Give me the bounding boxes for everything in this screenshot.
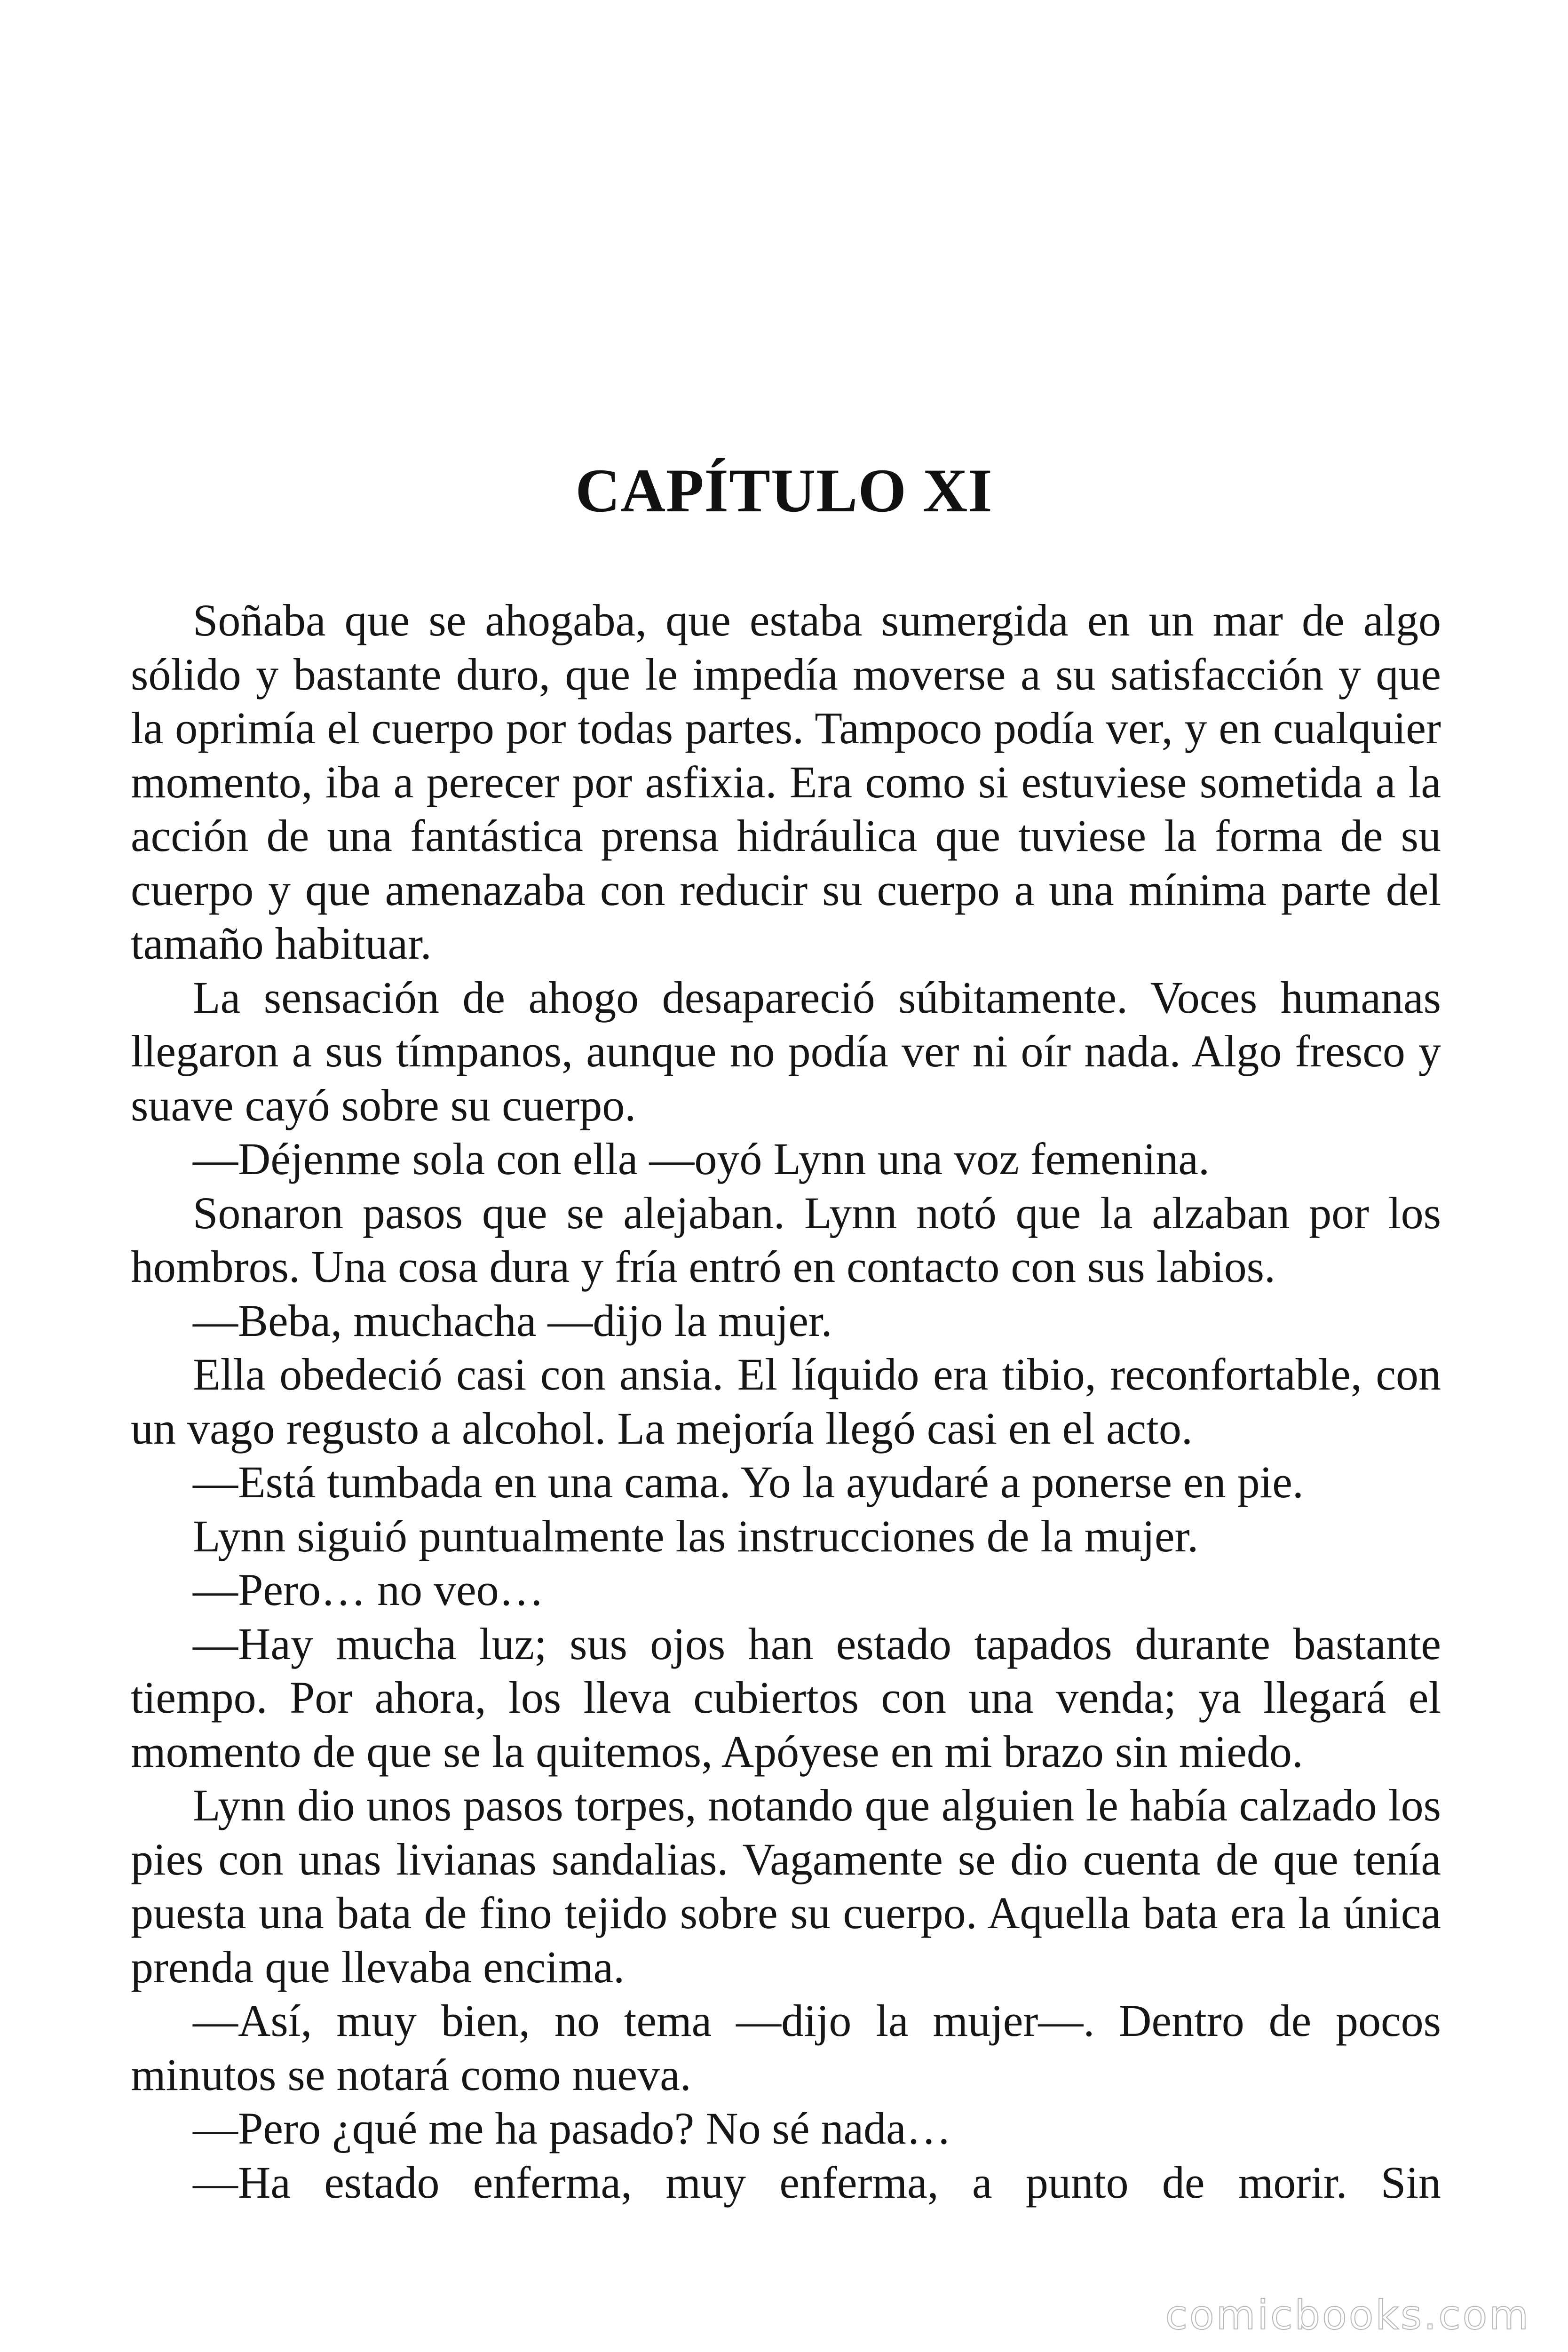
paragraph: Lynn dio unos pasos torpes, notando que alguien le había calzado los pies con unas livianas sandalias. Vagamente se dio cuenta de que tenía puesta una bata de fino tejido sobre su cuerpo. Aquella bata era la única prenda que llevaba encima. [131,1780,1441,1992]
paragraph: Ella obedeció casi con ansia. El líquido era tibio, reconfortable, con un vago regusto a alcohol. La mejoría llegó casi en el acto. [131,1349,1441,1454]
paragraph: —Déjenme sola con ella —oyó Lynn una voz femenina. [193,1134,1210,1184]
paragraph: La sensación de ahogo desapareció súbitamente. Voces humanas llegaron a sus tímpanos, aunque no podía ver ni oír nada. Algo fresco y suave cayó sobre su cuerpo. [131,972,1441,1130]
watermark: comicbooks.com [1165,2292,1530,2339]
paragraph: —Pero… no veo… [193,1565,544,1615]
paragraph: Lynn siguió puntualmente las instrucciones de la mujer. [193,1510,1199,1561]
paragraph: —Ha estado enferma, muy enferma, a punto de morir. Sin [193,2157,1441,2208]
chapter-body [131,594,1441,2209]
paragraph: —Beba, muchacha —dijo la mujer. [193,1295,832,1346]
paragraph: Soñaba que se ahogaba, que estaba sumergida en un mar de algo sólido y bastante duro, que le impedía moverse a su satisfacción y que la oprimía el cuerpo por todas partes. Tampoco podía ver, y en cualquier momento, iba a perecer por asfixia. Era como si estuviese sometida a la acción de una fantástica prensa hidráulica que tuviese la forma de su cuerpo y que amenazaba con reducir su cuerpo a una mínima parte del tamaño habituar. [131,595,1441,969]
paragraph: —Está tumbada en una cama. Yo la ayudaré a ponerse en pie. [193,1457,1304,1507]
paragraph: —Hay mucha luz; sus ojos han estado tapados durante bastante tiempo. Por ahora, los lleva cubiertos con una venda; ya llegará el momento de que se la quitemos, Apóyese en mi brazo sin miedo. [131,1618,1441,1777]
paragraph: —Así, muy bien, no tema —dijo la mujer—. Dentro de pocos minutos se notará como nueva. [131,1995,1441,2100]
chapter-title: CAPÍTULO XI [575,456,993,525]
paragraph: Sonaron pasos que se alejaban. Lynn notó que la alzaban por los hombros. Una cosa dura y fría entró en contacto con sus labios. [131,1187,1441,1292]
paragraph: —Pero ¿qué me ha pasado? No sé nada… [193,2103,951,2153]
